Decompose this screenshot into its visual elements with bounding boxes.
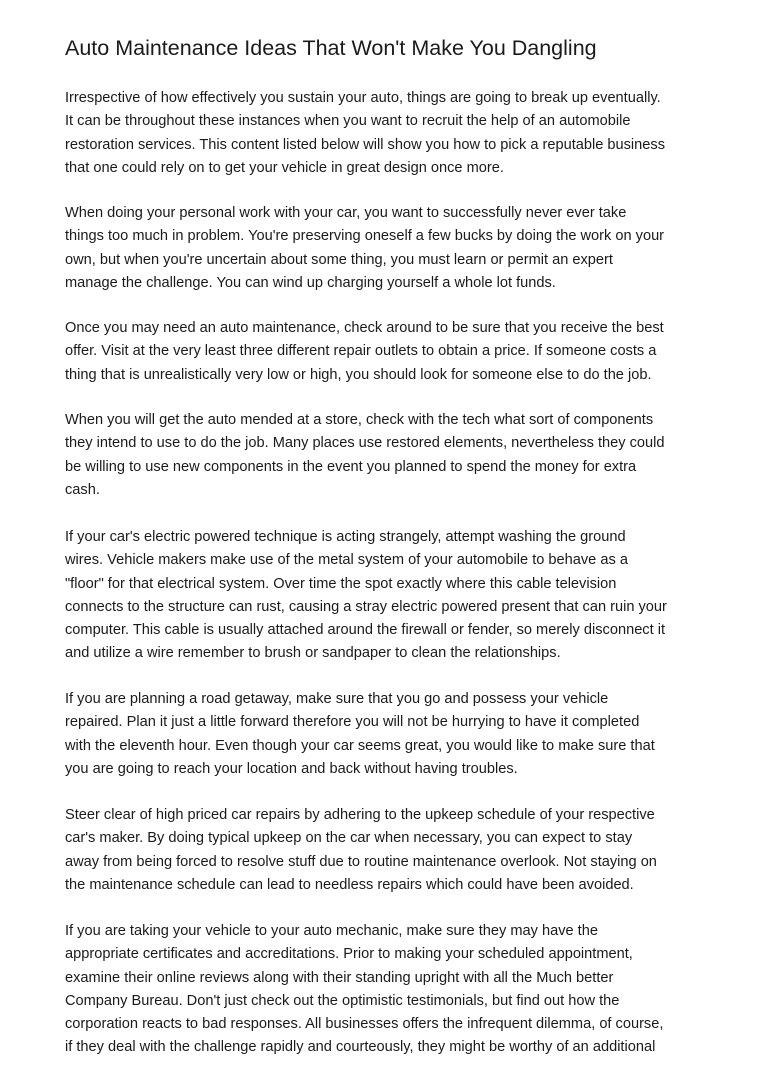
paragraph-line: cash. — [65, 481, 100, 498]
paragraph — [65, 202, 715, 295]
paragraph-line: you are going to reach your location and back without having troubles. — [65, 760, 518, 777]
document-title: Auto Maintenance Ideas That Won't Make You Dangling — [65, 36, 597, 60]
paragraph — [65, 688, 715, 781]
paragraph — [65, 920, 715, 1060]
paragraph-line: Steer clear of high priced car repairs by adhering to the upkeep schedule of your respective — [65, 807, 655, 823]
paragraph-line: Irrespective of how effectively you sustain your auto, things are going to break up eventually. — [65, 90, 661, 106]
paragraph-line: offer. Visit at the very least three different repair outlets to obtain a price. If someone costs a — [65, 343, 657, 360]
paragraph-line: they intend to use to do the job. Many places use restored elements, nevertheless they could — [65, 435, 665, 452]
paragraph-line: If you are taking your vehicle to your auto mechanic, make sure they may have the — [65, 923, 598, 939]
paragraph-line: manage the challenge. You can wind up charging yourself a whole lot funds. — [65, 274, 556, 291]
paragraph-line: When doing your personal work with your car, you want to successfully never ever take — [65, 205, 627, 221]
paragraph-line: thing that is unrealistically very low or high, you should look for someone else to do the job. — [65, 366, 652, 383]
paragraph-line: appropriate certificates and accreditations. Prior to making your scheduled appointment, — [65, 946, 633, 963]
paragraph-line: Company Bureau. Don't just check out the optimistic testimonials, but find out how the — [65, 992, 620, 1009]
paragraph-line: and utilize a wire remember to brush or sandpaper to clean the relationships. — [65, 645, 561, 662]
paragraph — [65, 87, 715, 180]
paragraph-line: "floor" for that electrical system. Over time the spot exactly where this cable television — [65, 575, 617, 592]
paragraph-line: It can be throughout these instances when you want to recruit the help of an automobile — [65, 113, 631, 130]
paragraph-line: computer. This cable is usually attached around the firewall or fender, so merely disconnect it — [65, 622, 666, 639]
paragraph-line: away from being forced to resolve stuff due to routine maintenance overlook. Not staying on — [65, 853, 657, 870]
paragraph-line: connects to the structure can rust, causing a stray electric powered present that can ruin your — [65, 598, 667, 615]
paragraph-line: be willing to use new components in the event you planned to spend the money for extra — [65, 458, 637, 475]
paragraph-line: restoration services. This content listed below will show you how to pick a reputable business — [65, 136, 665, 153]
paragraph — [65, 804, 715, 897]
paragraph-line: repaired. Plan it just a little forward therefore you will not be hurrying to have it completed — [65, 714, 640, 731]
paragraph-line: corporation reacts to bad responses. All businesses offers the infrequent dilemma, of course, — [65, 1016, 664, 1033]
paragraph-line: that one could rely on to get your vehicle in great design once more. — [65, 159, 504, 176]
paragraph-line: own, but when you're uncertain about some thing, you must learn or permit an expert — [65, 251, 613, 268]
paragraph-line: wires. Vehicle makers make use of the metal system of your automobile to behave as a — [65, 552, 628, 569]
paragraph — [65, 526, 715, 666]
paragraph-line: things too much in problem. You're preserving oneself a few bucks by doing the work on your — [65, 228, 665, 245]
paragraph-line: with the eleventh hour. Even though your car seems great, you would like to make sure that — [65, 737, 655, 754]
paragraph-line: if they deal with the challenge rapidly and courteously, they might be worthy of an additional — [65, 1039, 656, 1056]
paragraph — [65, 317, 715, 387]
paragraph-line: the maintenance schedule can lead to needless repairs which could have been avoided. — [65, 876, 634, 893]
paragraph-line: examine their online reviews along with their standing upright with all the Much better — [65, 969, 614, 986]
paragraph — [65, 409, 715, 502]
paragraph-line: If you are planning a road getaway, make sure that you go and possess your vehicle — [65, 691, 609, 707]
paragraph-line: car's maker. By doing typical upkeep on the car when necessary, you can expect to stay — [65, 830, 633, 847]
paragraph-line: If your car's electric powered technique is acting strangely, attempt washing the ground — [65, 529, 626, 545]
paragraph-line: Once you may need an auto maintenance, check around to be sure that you receive the best — [65, 320, 664, 336]
paragraph-line: When you will get the auto mended at a store, check with the tech what sort of components — [65, 412, 654, 428]
